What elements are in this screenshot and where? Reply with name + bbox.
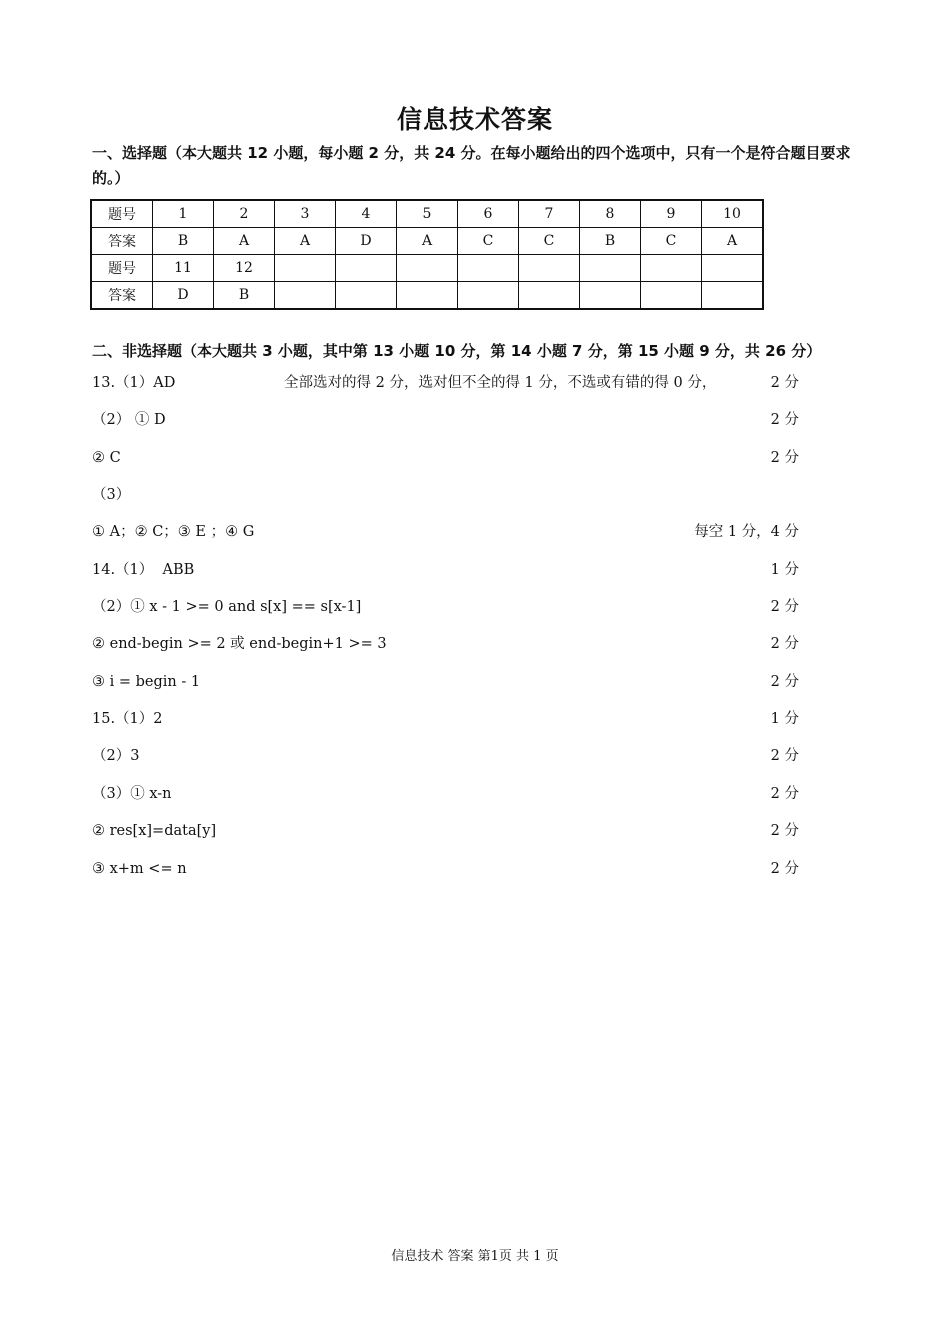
answer-line-14-2b	[92, 632, 799, 656]
answer-cell	[397, 282, 458, 310]
answer-text: （2） ① D	[92, 412, 166, 428]
answer-line-13-3	[92, 483, 799, 507]
answer-line-13-2	[92, 408, 799, 432]
score-text: 2 分	[770, 375, 799, 391]
answer-text: ② C	[92, 450, 121, 466]
question-number	[458, 255, 519, 282]
row-label-answer: 答案	[91, 282, 153, 310]
score-text: 1 分	[770, 562, 799, 578]
score-text: 2 分	[770, 599, 799, 615]
score-text: 1 分	[770, 711, 799, 727]
question-number: 2	[214, 200, 275, 228]
answer-line-15-3b	[92, 819, 799, 843]
answer-line-15-3c	[92, 857, 799, 881]
answer-line-15-3	[92, 782, 799, 806]
question-number	[702, 255, 764, 282]
answer-cell	[519, 282, 580, 310]
score-text: 2 分	[770, 748, 799, 764]
answer-line-14-2	[92, 595, 799, 619]
question-number: 10	[702, 200, 764, 228]
question-number	[641, 255, 702, 282]
answer-text: 14.（1） ABB	[92, 562, 195, 578]
answer-cell: B	[580, 228, 641, 255]
answer-text: （3）① x-n	[92, 786, 172, 802]
answer-line-13-3b	[92, 520, 799, 544]
answer-cell: B	[153, 228, 214, 255]
row-label-answer: 答案	[91, 228, 153, 255]
answer-text: （3）	[92, 487, 131, 503]
answer-cell	[580, 282, 641, 310]
table-row	[91, 228, 763, 255]
question-number	[580, 255, 641, 282]
answer-text: ① A；② C；③ E ；④ G	[92, 524, 255, 540]
answer-cell	[458, 282, 519, 310]
answer-text: ③ i = begin - 1	[92, 674, 201, 690]
page-title: 信息技术答案	[396, 105, 553, 134]
table-row	[91, 255, 763, 282]
question-number: 4	[336, 200, 397, 228]
score-text: 2 分	[770, 450, 799, 466]
answer-text: （2）① x - 1 >= 0 and s[x] == s[x-1]	[92, 599, 362, 615]
answer-text: ③ x+m <= n	[92, 861, 187, 877]
answer-cell: A	[275, 228, 336, 255]
question-number	[519, 255, 580, 282]
answer-cell: D	[153, 282, 214, 310]
table-row	[91, 200, 763, 228]
score-text: 2 分	[770, 786, 799, 802]
answer-line-13-2b	[92, 446, 799, 470]
answer-cell	[641, 282, 702, 310]
answer-line-15-2	[92, 744, 799, 768]
question-number: 5	[397, 200, 458, 228]
question-number: 9	[641, 200, 702, 228]
answer-line-14-2c	[92, 670, 799, 694]
question-number: 1	[153, 200, 214, 228]
scoring-note: 全部选对的得 2 分，选对但不全的得 1 分，不选或有错的得 0 分，	[284, 375, 717, 391]
question-number: 3	[275, 200, 336, 228]
score-text: 2 分	[770, 674, 799, 690]
question-number	[275, 255, 336, 282]
score-text: 2 分	[770, 861, 799, 877]
answer-cell	[336, 282, 397, 310]
question-number: 11	[153, 255, 214, 282]
answer-cell: C	[519, 228, 580, 255]
score-text: 每空 1 分，4 分	[694, 524, 799, 540]
section-2-heading: 二、非选择题（本大题共 3 小题，其中第 13 小题 10 分，第 14 小题 7 分，第 15 小题 9 分，共 26 分）	[92, 342, 822, 360]
question-number: 6	[458, 200, 519, 228]
question-number	[397, 255, 458, 282]
answer-cell: A	[214, 228, 275, 255]
answer-cell: A	[397, 228, 458, 255]
row-label-number: 题号	[91, 255, 153, 282]
score-text: 2 分	[770, 636, 799, 652]
answer-line-13-1	[92, 371, 799, 395]
answer-table	[90, 199, 764, 310]
question-number	[336, 255, 397, 282]
question-number: 8	[580, 200, 641, 228]
question-number: 7	[519, 200, 580, 228]
answer-line-14-1	[92, 558, 799, 582]
answer-cell: D	[336, 228, 397, 255]
table-row	[91, 282, 763, 310]
section-1-heading: 一、选择题（本大题共 12 小题，每小题 2 分，共 24 分。在每小题给出的四个选项中，只有一个是符合题目要求的。）	[92, 144, 851, 187]
answer-cell: B	[214, 282, 275, 310]
score-text: 2 分	[770, 823, 799, 839]
answer-cell: A	[702, 228, 764, 255]
answer-text: 15.（1）2	[92, 711, 163, 727]
answer-cell: C	[458, 228, 519, 255]
answer-line-15-1	[92, 707, 799, 731]
answer-text: ② end-begin >= 2 或 end-begin+1 >= 3	[92, 636, 387, 652]
answer-cell	[702, 282, 764, 310]
answer-text: 13.（1）AD	[92, 375, 176, 391]
score-text: 2 分	[770, 412, 799, 428]
answer-text: ② res[x]=data[y]	[92, 823, 217, 839]
answer-cell	[275, 282, 336, 310]
answer-cell: C	[641, 228, 702, 255]
answer-text: （2）3	[92, 748, 140, 764]
row-label-number: 题号	[91, 200, 153, 228]
page-footer: 信息技术 答案 第1页 共 1 页	[391, 1249, 559, 1264]
question-number: 12	[214, 255, 275, 282]
